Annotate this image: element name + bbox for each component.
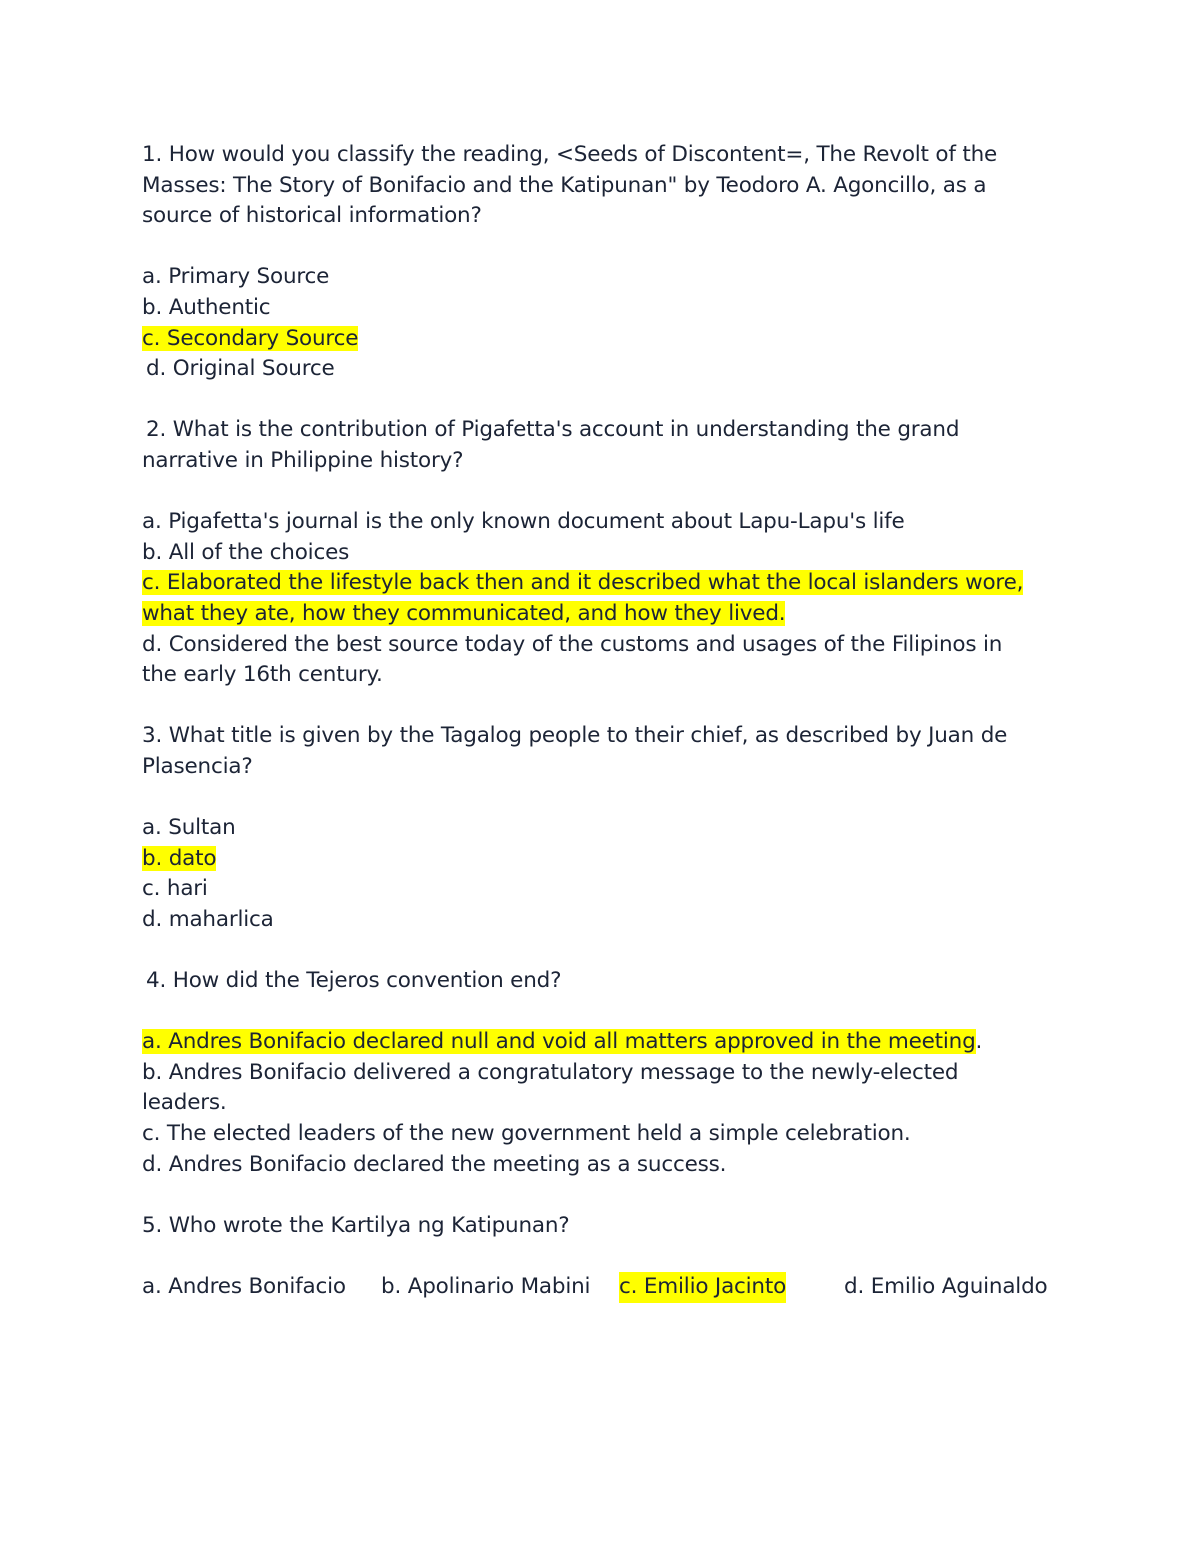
spacer [142, 1241, 1062, 1272]
choice-c [142, 1119, 1062, 1150]
choice-row [142, 1272, 1062, 1303]
choice-text: c. hari [142, 876, 208, 902]
highlighted-answer: what they ate, how they communicated, and how they lived. [142, 600, 786, 626]
choice-text: leaders. [142, 1090, 227, 1116]
choice-text: d. Considered the best source today of the customs and usages of the Filipinos in [142, 631, 1003, 657]
spacer [142, 935, 1062, 966]
choice-a: a. Andres Bonifacio [142, 1273, 346, 1299]
highlighted-answer: a. Andres Bonifacio declared null and void all matters approved in the meeting [142, 1029, 976, 1055]
choice-text: d. Original Source [146, 356, 335, 382]
choice-c [142, 874, 1062, 905]
spacer [142, 691, 1062, 722]
choice-c-answer: c. Emilio Jacinto [619, 1272, 786, 1303]
choice-d [142, 1150, 1062, 1181]
choice-text: a. Primary Source [142, 264, 330, 290]
choice-c-answer [142, 568, 1062, 599]
choice-suffix: . [975, 1029, 983, 1055]
choice-d [142, 905, 1062, 936]
question-text: Masses: The Story of Bonifacio and the Katipunan" by Teodoro A. Agoncillo, as a [142, 172, 987, 198]
choice-b-answer [142, 844, 1062, 875]
choice-d: d. Emilio Aguinaldo [844, 1273, 1048, 1299]
highlighted-answer: b. dato [142, 845, 217, 871]
question-text: narrative in Philippine history? [142, 447, 464, 473]
choice-d [142, 354, 1062, 385]
question-text: 4. How did the Tejeros convention end? [146, 968, 562, 994]
question-text: 2. What is the contribution of Pigafetta's account in understanding the grand [146, 417, 960, 443]
choice-c-answer [142, 324, 1062, 355]
choice-d-cont [142, 660, 1062, 691]
choice-text: the early 16th century. [142, 662, 383, 688]
question-4 [142, 966, 1062, 1180]
question-2 [142, 415, 1062, 690]
spacer [142, 232, 1062, 263]
question-text: 5. Who wrote the Kartilya ng Katipunan? [142, 1212, 570, 1238]
spacer [142, 1180, 1062, 1211]
choice-text: b. Authentic [142, 294, 271, 320]
choice-text: b. Andres Bonifacio delivered a congratulatory message to the newly-elected [142, 1059, 959, 1085]
question-text: source of historical information? [142, 203, 482, 229]
choice-text: d. Andres Bonifacio declared the meeting as a success. [142, 1151, 727, 1177]
choice-b [142, 293, 1062, 324]
highlighted-answer: c. Secondary Source [142, 325, 359, 351]
document-page [142, 140, 1062, 1303]
choice-text: a. Pigafetta's journal is the only known document about Lapu-Lapu's life [142, 509, 905, 535]
spacer [142, 997, 1062, 1028]
highlighted-answer: c. Elaborated the lifestyle back then and it described what the local islanders wore, [142, 570, 1024, 596]
choice-text: d. maharlica [142, 906, 274, 932]
spacer [142, 782, 1062, 813]
question-text: 3. What title is given by the Tagalog people to their chief, as described by Juan de [142, 723, 1008, 749]
choice-a [142, 262, 1062, 293]
choice-a-answer [142, 1027, 1062, 1058]
choice-b: b. Apolinario Mabini [381, 1273, 591, 1299]
choice-text: c. The elected leaders of the new government held a simple celebration. [142, 1121, 911, 1146]
choice-b [142, 1058, 1062, 1089]
spacer [142, 385, 1062, 416]
choice-b [142, 538, 1062, 569]
choice-b-cont [142, 1088, 1062, 1119]
question-text: Plasencia? [142, 753, 253, 779]
spacer [142, 477, 1062, 508]
question-text: 1. How would you classify the reading, <Seeds of Discontent=, The Revolt of the [142, 142, 998, 167]
choice-a [142, 813, 1062, 844]
choice-c-answer-cont [142, 599, 1062, 630]
question-1 [142, 140, 1062, 385]
choice-d [142, 630, 1062, 661]
question-5 [142, 1211, 1062, 1303]
choice-text: b. All of the choices [142, 539, 350, 565]
choice-text: a. Sultan [142, 815, 236, 841]
question-3 [142, 721, 1062, 935]
choice-a [142, 507, 1062, 538]
